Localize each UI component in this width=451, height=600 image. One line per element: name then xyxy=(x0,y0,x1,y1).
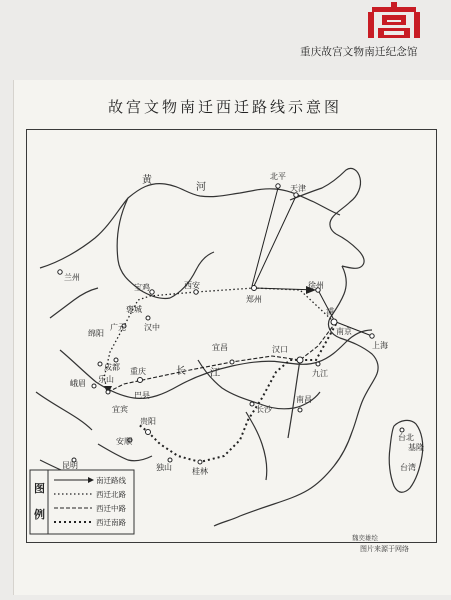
legend-title: 图 xyxy=(34,482,45,495)
city-label-nanjing: 南京 xyxy=(336,327,352,336)
route-south-beiping-zhengzhou xyxy=(252,188,278,286)
city-label-lanzhou: 兰州 xyxy=(64,273,80,282)
city-dot xyxy=(230,360,234,364)
city-dot xyxy=(294,193,298,197)
city-dot xyxy=(198,460,202,464)
city-label-leshan: 乐山 xyxy=(98,375,114,384)
city-dot xyxy=(106,390,110,394)
city-label-zhengzhou: 郑州 xyxy=(246,295,262,304)
city-label-shanghai: 上海 xyxy=(372,341,388,350)
city-label-dushan: 独山 xyxy=(156,463,172,472)
city-label-baoji: 宝鸡 xyxy=(134,283,150,292)
city-label-hankou: 汉口 xyxy=(272,345,288,354)
bohai-coast xyxy=(290,168,361,234)
city-dot xyxy=(146,430,151,435)
city-dot xyxy=(250,402,254,406)
city-dot xyxy=(331,319,337,325)
city-label-anshun: 安顺 xyxy=(116,437,132,446)
city-label-pukou: 浦 xyxy=(326,307,334,316)
city-dot xyxy=(316,362,320,366)
city-dot xyxy=(168,458,172,462)
city-label-jiujiang: 九江 xyxy=(312,369,328,378)
legend-title: 例 xyxy=(34,508,45,521)
city-label-chongqing: 重庆 xyxy=(130,367,146,376)
city-label-chengdu: 成都 xyxy=(104,363,120,372)
city-label-guangyuan: 广元 xyxy=(110,323,126,332)
region-label: 河 xyxy=(196,182,206,193)
route-south-tianjin-zhengzhou xyxy=(254,196,296,286)
legend-item: 西迁南路 xyxy=(96,518,126,527)
city-dot xyxy=(370,334,374,338)
city-dot xyxy=(297,357,303,363)
city-dot xyxy=(138,378,143,383)
city-dot xyxy=(146,316,150,320)
city-label-yibin: 宜宾 xyxy=(112,405,128,414)
city-label-emei: 峨眉 xyxy=(70,379,86,388)
city-label-guilin: 桂林 xyxy=(192,467,208,476)
city-dot xyxy=(252,286,257,291)
legend-item: 西迁中路 xyxy=(96,504,126,513)
city-label-xian: 西安 xyxy=(184,281,200,290)
city-label-beiping: 北平 xyxy=(270,172,286,181)
city-label-guiyang: 贵阳 xyxy=(140,417,156,426)
city-label-kunming: 昆明 xyxy=(62,461,78,470)
city-label-tianjin: 天津 xyxy=(290,184,306,193)
city-label-changsha: 长沙 xyxy=(256,405,272,414)
city-dot xyxy=(58,270,62,274)
city-label-xuzhou: 徐州 xyxy=(308,281,324,290)
city-label-xiangcheng: 褒城 xyxy=(126,305,142,314)
city-dot xyxy=(400,428,404,432)
city-dot xyxy=(92,384,96,388)
city-label-jilong: 基隆 xyxy=(408,443,424,452)
route-west-south xyxy=(138,324,336,462)
city-dot xyxy=(98,362,102,366)
city-label-mianyang: 绵阳 xyxy=(88,329,104,338)
city-label-yichang: 宜昌 xyxy=(212,343,228,352)
map-title: 故宫文物南迁西迁路线示意图 xyxy=(107,98,342,116)
legend-item: 南迁路线 xyxy=(96,476,126,485)
map-author: 魏奕雄绘 xyxy=(352,534,378,542)
image-source: 图片来源于网络 xyxy=(360,545,409,553)
city-label-taibei: 台北 xyxy=(398,433,414,442)
museum-name: 重庆故宫文物南迁纪念馆 xyxy=(300,46,418,58)
taiwan-island xyxy=(389,420,423,492)
city-label-hanzhong: 汉中 xyxy=(144,323,160,332)
city-dot xyxy=(298,408,302,412)
city-dot xyxy=(114,358,118,362)
map-legend xyxy=(30,470,134,534)
city-dot xyxy=(194,290,198,294)
city-dot xyxy=(150,290,154,294)
region-label: 江 xyxy=(210,368,220,379)
city-label-nanchang: 南昌 xyxy=(296,395,312,404)
city-label-taiwan: 台湾 xyxy=(400,463,416,472)
region-label: 长 xyxy=(176,366,186,377)
region-label: 黄 xyxy=(142,175,152,186)
legend-item: 西迁北路 xyxy=(96,490,126,499)
city-label-baxian: 巴县 xyxy=(134,391,150,400)
city-dot xyxy=(276,184,280,188)
